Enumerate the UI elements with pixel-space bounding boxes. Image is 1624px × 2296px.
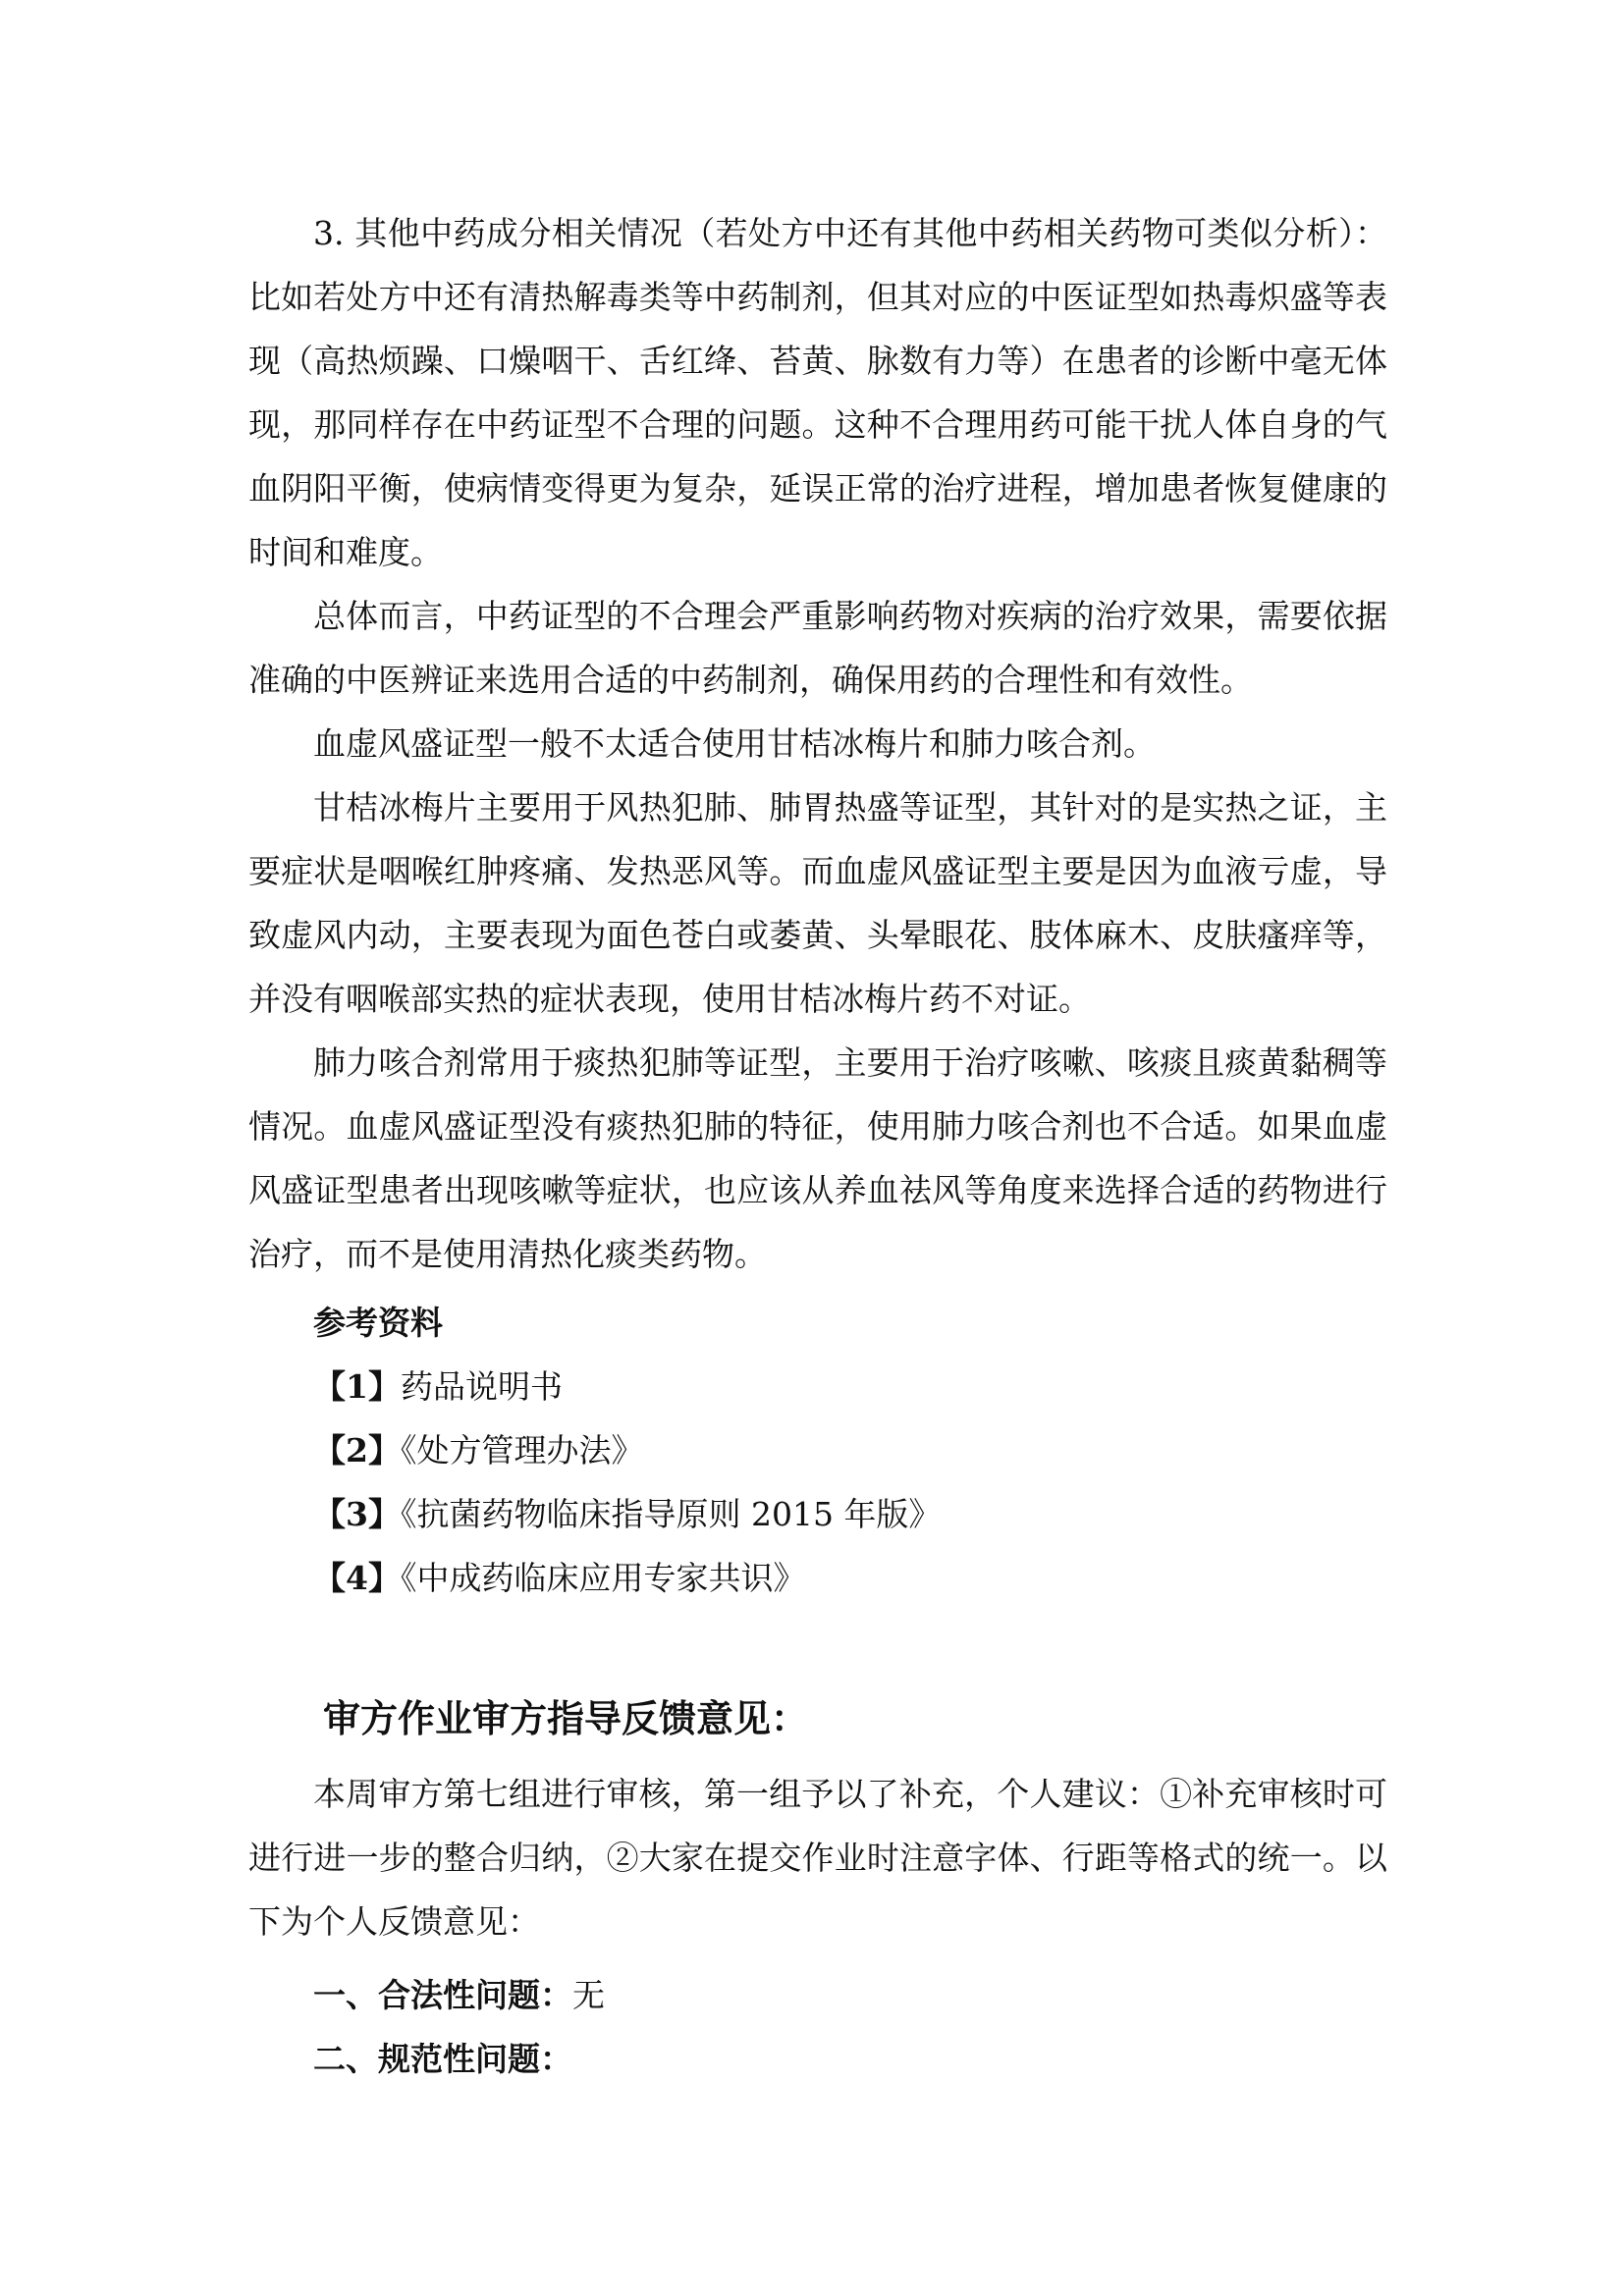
reference-text: 药品说明书 <box>400 1367 563 1406</box>
paragraph-summary: 总体而言，中药证型的不合理会严重影响药物对疾病的治疗效果，需要依据准确的中医辨证来选用合适的中药制剂，确保用药的合理性和有效性。 <box>248 597 1387 699</box>
reference-item <box>313 1418 941 1482</box>
reference-item <box>313 1546 941 1610</box>
reference-item <box>313 1482 941 1546</box>
issue-standardization <box>313 2027 572 2091</box>
reference-text: 《抗菌药物临床指导原则 2015 年版》 <box>400 1495 942 1533</box>
tcm-analysis-section <box>248 201 1387 1286</box>
reference-number: 【3】 <box>313 1495 401 1533</box>
reference-number: 【1】 <box>313 1367 401 1406</box>
reference-item <box>313 1355 941 1418</box>
feedback-section <box>248 1762 1387 1953</box>
paragraph-ganjie-bingmei: 甘桔冰梅片主要用于风热犯肺、肺胃热盛等证型，其针对的是实热之证，主要症状是咽喉红肿疼痛、发热恶风等。而血虚风盛证型主要是因为血液亏虚，导致虚风内动，主要表现为面色苍白或萎黄、头晕眼花、肢体麻木、皮肤瘙痒等，并没有咽喉部实热的症状表现，使用甘桔冰梅片药不对证。 <box>248 788 1387 1018</box>
paragraph-feilike: 肺力咳合剂常用于痰热犯肺等证型，主要用于治疗咳嗽、咳痰且痰黄黏稠等情况。血虚风盛证型没有痰热犯肺的特征，使用肺力咳合剂也不合适。如果血虚风盛证型患者出现咳嗽等症状，也应该从养血祛风等角度来选择合适的药物进行治疗，而不是使用清热化痰类药物。 <box>248 1043 1387 1273</box>
references-list <box>313 1355 941 1610</box>
feedback-heading: 审方作业审方指导反馈意见： <box>323 1697 809 1740</box>
paragraph-other-tcm: 3. 其他中药成分相关情况（若处方中还有其他中药相关药物可类似分析）：比如若处方中还有清热解毒类等中药制剂，但其对应的中医证型如热毒炽盛等表现（高热烦躁、口燥咽干、舌红绛、苔黄、脉数有力等）在患者的诊断中毫无体现，那同样存在中药证型不合理的问题。这种不合理用药可能干扰人体自身的气血阴阳平衡，使病情变得更为复杂，延误正常的治疗进程，增加患者恢复健康的时间和难度。 <box>248 214 1387 571</box>
reference-text: 《中成药临床应用专家共识》 <box>400 1559 806 1597</box>
references-title: 参考资料 <box>313 1304 443 1342</box>
issue-legality <box>313 1963 605 2027</box>
reference-number: 【4】 <box>313 1559 401 1597</box>
reference-text: 《处方管理办法》 <box>400 1431 644 1469</box>
reference-number: 【2】 <box>313 1431 401 1469</box>
issue-label: 二、规范性问题： <box>313 2040 572 2078</box>
issue-label: 一、合法性问题： <box>313 1976 572 2014</box>
issue-value: 无 <box>572 1976 605 2014</box>
feedback-intro: 本周审方第七组进行审核，第一组予以了补充，个人建议：①补充审核时可进行进一步的整合归纳，②大家在提交作业时注意字体、行距等格式的统一。以下为个人反馈意见： <box>248 1775 1387 1941</box>
paragraph-blood-deficiency: 血虚风盛证型一般不太适合使用甘桔冰梅片和肺力咳合剂。 <box>313 724 1156 763</box>
